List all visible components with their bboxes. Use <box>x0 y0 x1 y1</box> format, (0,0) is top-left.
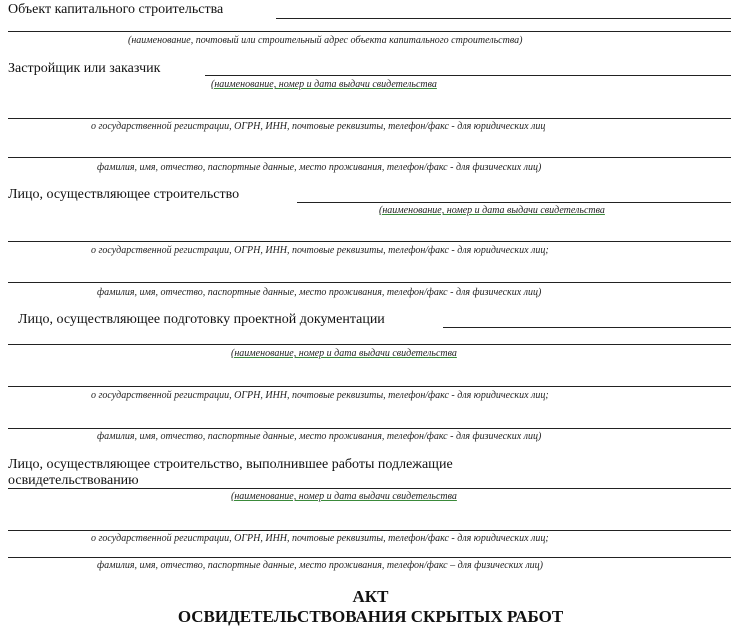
builder-input-line[interactable] <box>297 202 731 203</box>
designer-caption-legal: о государственной регистрации, ОГРН, ИНН, почтовые реквизиты, телефон/факс - для юридических лиц; <box>91 390 549 401</box>
contractor-caption-individual: фамилия, имя, отчество, паспортные данные, место проживания, телефон/факс – для физических лиц) <box>97 560 544 571</box>
builder-caption-legal: о государственной регистрации, ОГРН, ИНН, почтовые реквизиты, телефон/факс - для юридических лиц; <box>91 245 549 256</box>
object-input-line-2[interactable] <box>8 31 731 32</box>
contractor-input-line-3[interactable] <box>8 557 731 558</box>
developer-caption-legal: о государственной регистрации, ОГРН, ИНН, почтовые реквизиты, телефон/факс - для юридических лиц <box>91 121 546 132</box>
contractor-label-line2: освидетельствованию <box>8 473 139 488</box>
designer-input-line[interactable] <box>443 327 731 328</box>
object-caption: (наименование, почтовый или строительный адрес объекта капитального строительства) <box>128 35 523 46</box>
developer-label: Застройщик или заказчик <box>8 61 161 76</box>
developer-input-line[interactable] <box>205 75 731 76</box>
designer-caption-individual: фамилия, имя, отчество, паспортные данные, место проживания, телефон/факс - для физических лиц) <box>97 431 542 442</box>
object-input-line[interactable] <box>276 18 731 19</box>
designer-input-line-3[interactable] <box>8 386 731 387</box>
developer-caption-name: (наименование, номер и дата выдачи свидетельства <box>211 79 437 90</box>
developer-input-line-2[interactable] <box>8 118 731 119</box>
builder-input-line-3[interactable] <box>8 282 731 283</box>
contractor-caption-legal: о государственной регистрации, ОГРН, ИНН, почтовые реквизиты, телефон/факс - для юридических лиц; <box>91 533 549 544</box>
builder-input-line-2[interactable] <box>8 241 731 242</box>
designer-label: Лицо, осуществляющее подготовку проектной документации <box>18 312 385 327</box>
designer-input-line-2[interactable] <box>8 344 731 345</box>
act-title: АКТ <box>352 587 389 606</box>
builder-caption-individual: фамилия, имя, отчество, паспортные данные, место проживания, телефон/факс - для физических лиц) <box>97 287 542 298</box>
developer-input-line-3[interactable] <box>8 157 731 158</box>
developer-caption-individual: фамилия, имя, отчество, паспортные данные, место проживания, телефон/факс - для физических лиц) <box>97 162 542 173</box>
object-label: Объект капитального строительства <box>8 2 224 17</box>
contractor-label-line1: Лицо, осуществляющее строительство, выполнившее работы подлежащие <box>8 457 453 472</box>
builder-label: Лицо, осуществляющее строительство <box>8 187 240 202</box>
act-subtitle: ОСВИДЕТЕЛЬСТВОВАНИЯ СКРЫТЫХ РАБОТ <box>177 607 564 626</box>
builder-caption-name: (наименование, номер и дата выдачи свидетельства <box>379 205 605 216</box>
contractor-caption-name: (наименование, номер и дата выдачи свидетельства <box>231 491 457 502</box>
designer-caption-name: (наименование, номер и дата выдачи свидетельства <box>231 348 457 359</box>
designer-input-line-4[interactable] <box>8 428 731 429</box>
contractor-input-line-2[interactable] <box>8 530 731 531</box>
contractor-input-line[interactable] <box>8 488 731 489</box>
